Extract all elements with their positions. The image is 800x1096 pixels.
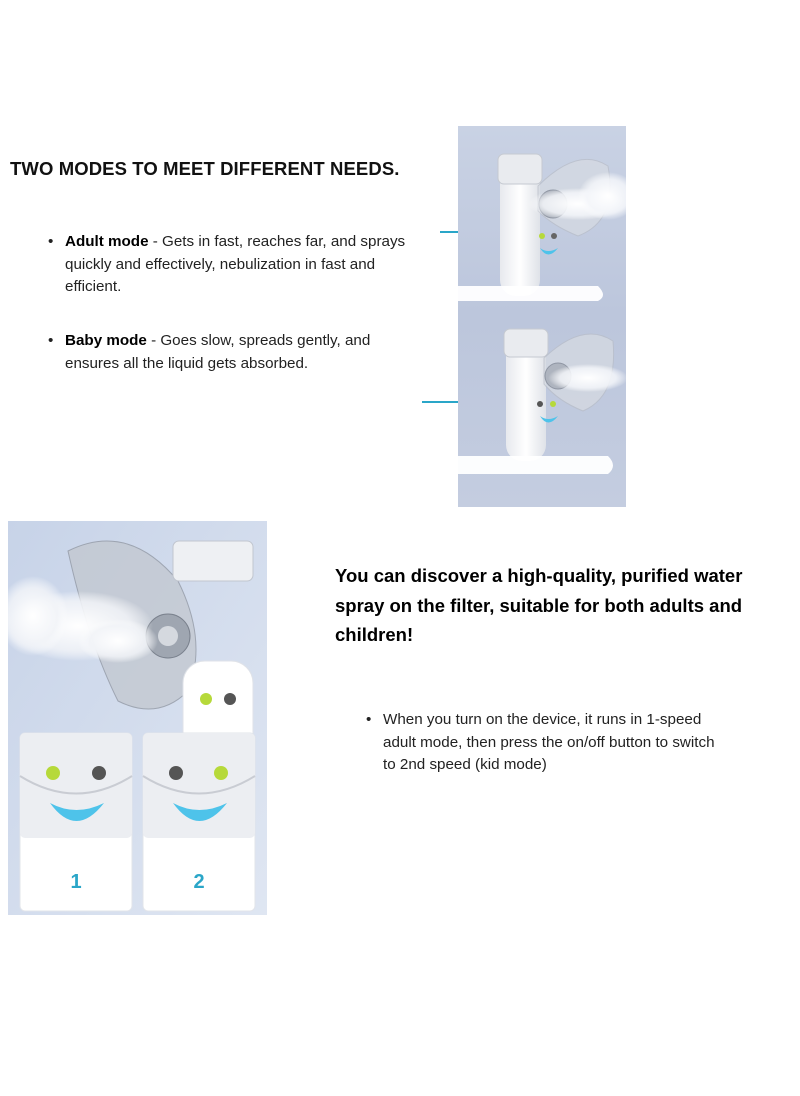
bullet-dot: • (366, 711, 372, 728)
baby-mode-label: Baby mode (65, 332, 147, 349)
adult-mode-label: Adult mode (65, 233, 149, 250)
baby-mode-description: - Goes slow, spreads gently, and ensures all the liquid gets absorbed. (65, 332, 371, 372)
section-title-modes: TWO MODES TO MEET DIFFERENT NEEDS. (10, 158, 400, 179)
adult-mode-description: - Gets in fast, reaches far, and sprays quickly and effectively, nebulization in fast and efficient. (65, 233, 406, 295)
mode-2-label: 2 (193, 871, 205, 893)
bullet-dot: • (48, 332, 54, 349)
nebulizer-closeup-image (8, 521, 267, 915)
speed-switch-description: When you turn on the device, it runs in 1-speed adult mode, then press the on/off button to switch to 2nd speed (kid mode) (383, 711, 715, 773)
section-title-purified-spray: You can discover a high-quality, purified water spray on the filter, suitable for both adults and children! (335, 565, 743, 645)
nebulizer-modes-image (458, 126, 626, 507)
bullet-dot: • (48, 233, 54, 250)
mode-1-label: 1 (70, 871, 82, 893)
